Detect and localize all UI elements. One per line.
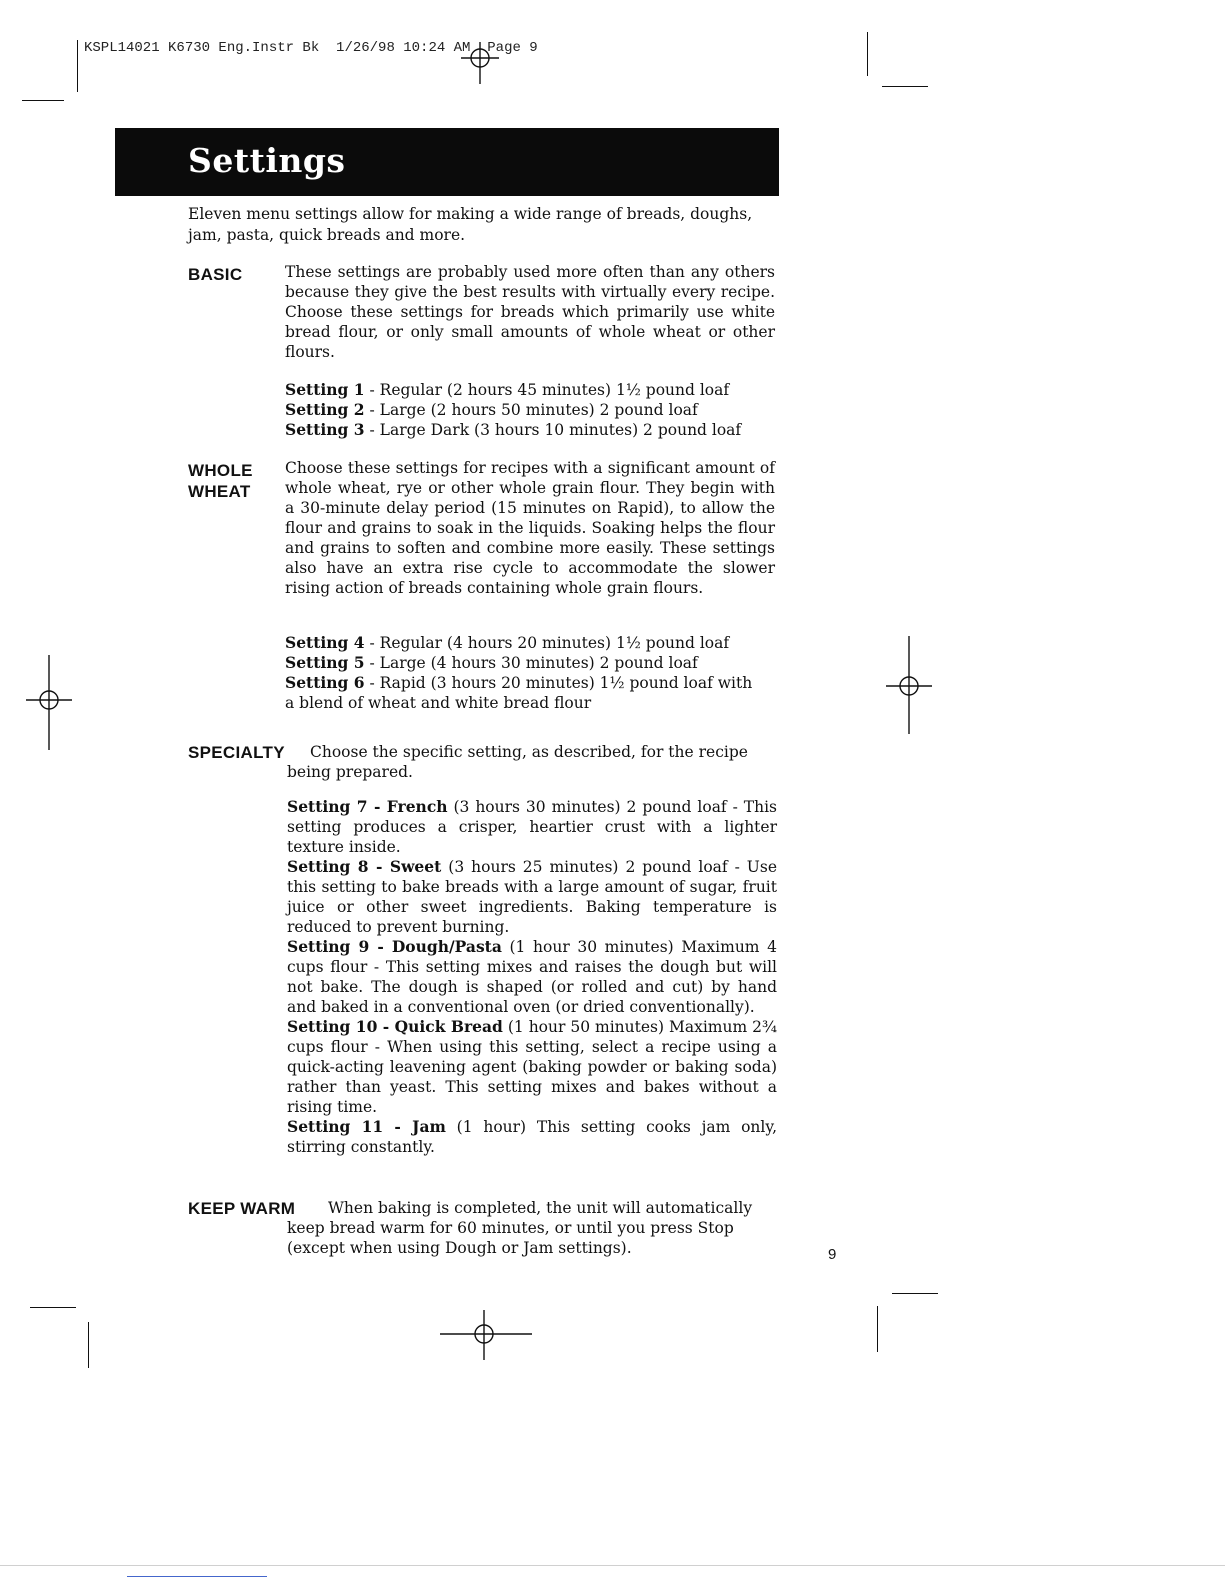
crop-mark-bottom-right-vertical: [877, 1306, 878, 1352]
section-label-basic: BASIC: [188, 265, 243, 284]
setting-line-tail: a blend of wheat and white bread flour: [285, 694, 592, 712]
page-title: Settings: [188, 141, 346, 180]
label-line: WHEAT: [188, 482, 251, 501]
print-slug: KSPL14021 K6730 Eng.Instr Bk 1/26/98 10:24 AM Page 9: [84, 40, 538, 56]
keep-warm-continued: keep bread warm for 60 minutes, or until you press Stop (except when using Dough or Jam settings).: [287, 1219, 734, 1257]
setting-name: Setting 2: [285, 400, 365, 419]
list-item: [287, 857, 777, 937]
setting-detail: - Regular (4 hours 20 minutes) 1½ pound loaf: [364, 634, 730, 652]
setting-name: Setting 5: [285, 653, 365, 672]
setting-line: [285, 633, 780, 653]
crop-mark-top-left-vertical: [77, 40, 78, 92]
setting-detail: - Large (2 hours 50 minutes) 2 pound loaf: [364, 401, 698, 419]
setting-text: (3 hours 30 minutes) 2 pound loaf - This setting produces a crisper, heartier crust with a lighter texture inside.: [287, 798, 778, 856]
registration-mark-top-icon: [455, 38, 505, 88]
setting-name: Setting 4: [285, 633, 365, 652]
scan-edge-line: [0, 1565, 1225, 1566]
list-item: [287, 1117, 777, 1157]
setting-detail: - Regular (2 hours 45 minutes) 1½ pound loaf: [364, 381, 730, 399]
specialty-lead: Choose the specific setting, as described, for the recipe: [310, 743, 748, 761]
setting-line: [285, 420, 780, 440]
basic-settings-list: [285, 380, 780, 440]
whole-wheat-settings-list: [285, 633, 780, 713]
setting-detail: - Large (4 hours 30 minutes) 2 pound loaf: [364, 654, 698, 672]
setting-name: Setting 6: [285, 673, 365, 692]
setting-name: Setting 10 - Quick Bread: [287, 1017, 503, 1036]
crop-mark-top-left-horizontal: [22, 100, 64, 101]
crop-mark-bottom-left-horizontal: [30, 1307, 76, 1308]
setting-name: Setting 11 - Jam: [287, 1117, 446, 1136]
scan-edge-accent: [127, 1576, 267, 1577]
setting-name: Setting 7 - French: [287, 797, 448, 816]
setting-name: Setting 8 - Sweet: [287, 857, 442, 876]
section-label-keep-warm: KEEP WARM: [188, 1199, 296, 1218]
setting-detail: - Large Dark (3 hours 10 minutes) 2 pound loaf: [364, 421, 742, 439]
list-item: [287, 937, 777, 1017]
page-number: 9: [828, 1246, 837, 1263]
section-label-specialty: SPECIALTY: [188, 743, 285, 762]
intro-paragraph: Eleven menu settings allow for making a wide range of breads, doughs, jam, pasta, quick breads and more.: [188, 205, 753, 244]
section-label-whole-wheat: [188, 460, 253, 502]
crop-mark-top-right-horizontal: [882, 86, 928, 87]
label-line: WHOLE: [188, 461, 253, 480]
setting-line: [285, 673, 780, 693]
whole-wheat-description: Choose these settings for recipes with a significant amount of whole wheat, rye or other whole grain flour. They begin with a 30-minute delay period (15 minutes on Rapid), to allow the flour and grains to soak in the liquids. Soaking helps the flour and grains to soften and combine more easily. These settings also have an extra rise cycle to accommodate the slower rising action of breads containing whole grain flours.: [285, 459, 775, 597]
setting-text: (1 hour) This setting cooks jam only, stirring constantly.: [287, 1118, 777, 1156]
crop-mark-bottom-left-vertical: [88, 1322, 89, 1368]
crop-mark-top-right-vertical: [867, 32, 868, 76]
basic-description: These settings are probably used more often than any others because they give the best results with virtually every recipe. Choose these settings for breads which primarily use white bread flour, or only small amounts of whole wheat or other flours.: [285, 263, 775, 361]
list-item: [287, 1017, 777, 1117]
setting-detail: - Rapid (3 hours 20 minutes) 1½ pound loaf with: [364, 674, 753, 692]
setting-name: Setting 1: [285, 380, 365, 399]
keep-warm-lead: When baking is completed, the unit will automatically: [328, 1199, 753, 1217]
setting-name: Setting 3: [285, 420, 365, 439]
list-item: [287, 797, 777, 857]
specialty-lead-continued: being prepared.: [287, 763, 413, 781]
registration-mark-left-icon: [24, 655, 74, 755]
specialty-settings-list: [287, 797, 777, 1157]
setting-line: [285, 380, 780, 400]
setting-text: (1 hour 30 minutes) Maximum 4 cups flour - This setting mixes and raises the dough but will not bake. The dough is shaped (or rolled and cut) by hand and baked in a conventional oven (or dried conventionally).: [287, 938, 777, 1016]
setting-line: [285, 653, 780, 673]
registration-mark-bottom-icon: [436, 1308, 536, 1368]
setting-name: Setting 9 - Dough/Pasta: [287, 937, 502, 956]
setting-line: [285, 400, 780, 420]
registration-mark-right-icon: [884, 636, 934, 736]
setting-text: (3 hours 25 minutes) 2 pound loaf - Use this setting to bake breads with a large amount of sugar, fruit juice or other sweet ingredients. Baking temperature is reduced to prevent burning.: [287, 858, 777, 936]
setting-text: (1 hour 50 minutes) Maximum 2¾ cups flour - When using this setting, select a recipe using a quick-acting leavening agent (baking powder or baking soda) rather than yeast. This setting mixes and bakes without a rising time.: [287, 1018, 778, 1116]
crop-mark-bottom-right-horizontal: [892, 1293, 938, 1294]
